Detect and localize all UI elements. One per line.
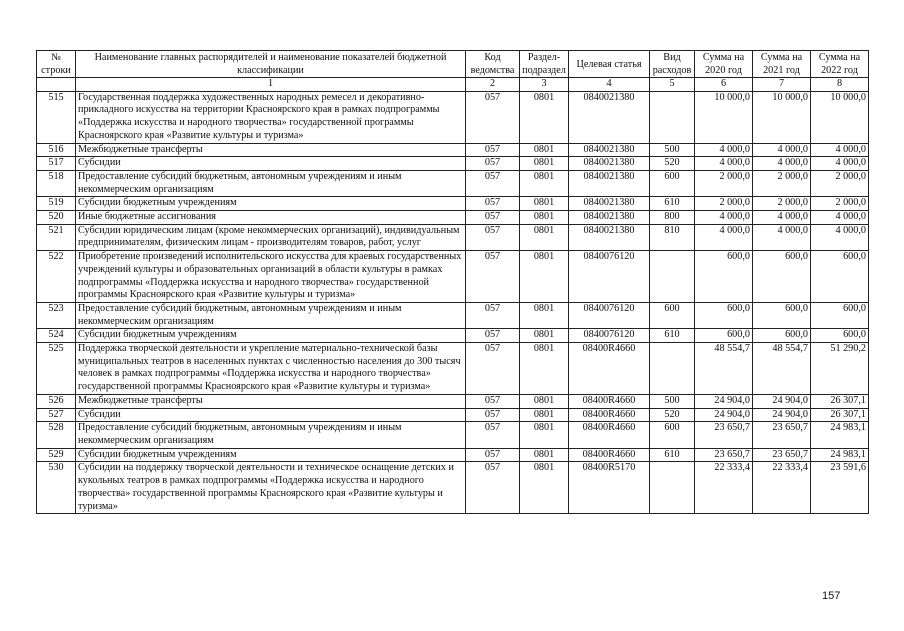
exp-type-cell: 500 (650, 394, 695, 408)
table-row (37, 211, 869, 225)
dept-code-cell: 057 (466, 302, 520, 328)
sum-2022-cell: 51 290,2 (811, 343, 869, 395)
table-body (37, 91, 869, 514)
name-cell: Субсидии (76, 408, 466, 422)
header-row (37, 51, 869, 78)
exp-type-cell (650, 343, 695, 395)
table-row (37, 302, 869, 328)
row-number-cell: 524 (37, 329, 76, 343)
row-number-cell: 520 (37, 211, 76, 225)
column-number: 3 (520, 78, 569, 92)
sum-2020-cell: 600,0 (695, 329, 753, 343)
name-cell: Предоставление субсидий бюджетным, автономным учреждениям и иным некоммерческим организациям (76, 170, 466, 196)
target-cell: 0840076120 (569, 329, 650, 343)
section-cell: 0801 (520, 394, 569, 408)
sum-2022-cell: 4 000,0 (811, 143, 869, 157)
sum-2021-cell: 600,0 (753, 251, 811, 303)
target-cell: 0840021380 (569, 211, 650, 225)
row-number-cell: 527 (37, 408, 76, 422)
exp-type-cell: 800 (650, 211, 695, 225)
exp-type-cell: 600 (650, 170, 695, 196)
table-row (37, 251, 869, 303)
target-cell: 08400R4660 (569, 422, 650, 448)
target-cell: 0840076120 (569, 302, 650, 328)
table-row (37, 329, 869, 343)
sum-2022-cell: 10 000,0 (811, 91, 869, 143)
header-target: Целевая статья (569, 51, 650, 78)
dept-code-cell: 057 (466, 462, 520, 514)
sum-2020-cell: 23 650,7 (695, 448, 753, 462)
column-number: 1 (76, 78, 466, 92)
target-cell: 0840021380 (569, 197, 650, 211)
row-number-cell: 529 (37, 448, 76, 462)
target-cell: 08400R5170 (569, 462, 650, 514)
table-row (37, 143, 869, 157)
target-cell: 0840021380 (569, 143, 650, 157)
exp-type-cell: 610 (650, 197, 695, 211)
target-cell: 08400R4660 (569, 343, 650, 395)
section-cell: 0801 (520, 251, 569, 303)
sum-2022-cell: 4 000,0 (811, 157, 869, 171)
dept-code-cell: 057 (466, 157, 520, 171)
section-cell: 0801 (520, 343, 569, 395)
name-cell: Межбюджетные трансферты (76, 143, 466, 157)
sum-2022-cell: 600,0 (811, 302, 869, 328)
table-row (37, 394, 869, 408)
sum-2022-cell: 600,0 (811, 329, 869, 343)
section-cell: 0801 (520, 143, 569, 157)
sum-2022-cell: 24 983,1 (811, 422, 869, 448)
header-sum-2020: Сумма на 2020 год (695, 51, 753, 78)
row-number-cell: 516 (37, 143, 76, 157)
sum-2021-cell: 2 000,0 (753, 197, 811, 211)
name-cell: Поддержка творческой деятельности и укрепление материально-технической базы муниципальных театров в населенных пунктах с численностью населения до 300 тысяч человек в рамках подпрограммы «Поддержка искусства и народного творчества» государственной программы Красноярского края «Развитие культуры и туризма» (76, 343, 466, 395)
name-cell: Субсидии бюджетным учреждениям (76, 448, 466, 462)
row-number-cell: 515 (37, 91, 76, 143)
sum-2021-cell: 24 904,0 (753, 394, 811, 408)
sum-2020-cell: 24 904,0 (695, 408, 753, 422)
sum-2021-cell: 48 554,7 (753, 343, 811, 395)
target-cell: 0840021380 (569, 224, 650, 250)
section-cell: 0801 (520, 211, 569, 225)
sum-2021-cell: 4 000,0 (753, 224, 811, 250)
sum-2020-cell: 4 000,0 (695, 157, 753, 171)
exp-type-cell: 610 (650, 448, 695, 462)
table-row (37, 197, 869, 211)
target-cell: 0840021380 (569, 157, 650, 171)
column-number: 8 (811, 78, 869, 92)
dept-code-cell: 057 (466, 170, 520, 196)
sum-2021-cell: 600,0 (753, 329, 811, 343)
name-cell: Субсидии бюджетным учреждениям (76, 329, 466, 343)
exp-type-cell (650, 462, 695, 514)
row-number-cell: 530 (37, 462, 76, 514)
exp-type-cell: 610 (650, 329, 695, 343)
exp-type-cell: 600 (650, 422, 695, 448)
name-cell: Предоставление субсидий бюджетным, автономным учреждениям и иным некоммерческим организациям (76, 422, 466, 448)
section-cell: 0801 (520, 462, 569, 514)
header-exp-type: Вид расходов (650, 51, 695, 78)
sum-2020-cell: 4 000,0 (695, 211, 753, 225)
sum-2022-cell: 600,0 (811, 251, 869, 303)
section-cell: 0801 (520, 422, 569, 448)
row-number-cell: 523 (37, 302, 76, 328)
name-cell: Субсидии юридическим лицам (кроме некоммерческих организаций), индивидуальным предпринимателям, физическим лицам - производителям товаров, работ, услуг (76, 224, 466, 250)
dept-code-cell: 057 (466, 197, 520, 211)
section-cell: 0801 (520, 91, 569, 143)
column-number: 2 (466, 78, 520, 92)
sum-2021-cell: 2 000,0 (753, 170, 811, 196)
sum-2022-cell: 24 983,1 (811, 448, 869, 462)
section-cell: 0801 (520, 224, 569, 250)
name-cell: Субсидии на поддержку творческой деятельности и техническое оснащение детских и кукольных театров в рамках подпрограммы «Поддержка искусства и народного творчества» государственной программы Красноярского края «Развитие культуры и туризма» (76, 462, 466, 514)
page-number: 157 (822, 590, 841, 602)
row-number-cell: 522 (37, 251, 76, 303)
exp-type-cell: 520 (650, 157, 695, 171)
section-cell: 0801 (520, 302, 569, 328)
row-number-cell: 518 (37, 170, 76, 196)
table-row (37, 448, 869, 462)
column-number: 6 (695, 78, 753, 92)
name-cell: Субсидии (76, 157, 466, 171)
sum-2021-cell: 10 000,0 (753, 91, 811, 143)
budget-table (36, 50, 869, 514)
target-cell: 08400R4660 (569, 448, 650, 462)
dept-code-cell: 057 (466, 211, 520, 225)
row-number-cell: 519 (37, 197, 76, 211)
dept-code-cell: 057 (466, 143, 520, 157)
target-cell: 0840021380 (569, 170, 650, 196)
sum-2021-cell: 4 000,0 (753, 211, 811, 225)
sum-2022-cell: 4 000,0 (811, 224, 869, 250)
sum-2021-cell: 23 650,7 (753, 422, 811, 448)
dept-code-cell: 057 (466, 329, 520, 343)
row-number-cell: 525 (37, 343, 76, 395)
sum-2020-cell: 10 000,0 (695, 91, 753, 143)
dept-code-cell: 057 (466, 408, 520, 422)
row-number-cell: 521 (37, 224, 76, 250)
sum-2020-cell: 600,0 (695, 251, 753, 303)
sum-2022-cell: 26 307,1 (811, 394, 869, 408)
name-cell: Субсидии бюджетным учреждениям (76, 197, 466, 211)
sum-2020-cell: 22 333,4 (695, 462, 753, 514)
sum-2022-cell: 26 307,1 (811, 408, 869, 422)
column-number: 4 (569, 78, 650, 92)
sum-2021-cell: 23 650,7 (753, 448, 811, 462)
row-number-cell: 517 (37, 157, 76, 171)
dept-code-cell: 057 (466, 422, 520, 448)
sum-2020-cell: 600,0 (695, 302, 753, 328)
target-cell: 08400R4660 (569, 394, 650, 408)
section-cell: 0801 (520, 157, 569, 171)
header-sum-2022: Сумма на 2022 год (811, 51, 869, 78)
section-cell: 0801 (520, 197, 569, 211)
table-row (37, 91, 869, 143)
table-row (37, 422, 869, 448)
dept-code-cell: 057 (466, 394, 520, 408)
exp-type-cell: 520 (650, 408, 695, 422)
sum-2022-cell: 4 000,0 (811, 211, 869, 225)
dept-code-cell: 057 (466, 448, 520, 462)
dept-code-cell: 057 (466, 251, 520, 303)
sum-2020-cell: 48 554,7 (695, 343, 753, 395)
header-row-no: № строки (37, 51, 76, 78)
header-section: Раздел-подраздел (520, 51, 569, 78)
table-row (37, 157, 869, 171)
sum-2020-cell: 24 904,0 (695, 394, 753, 408)
sum-2021-cell: 600,0 (753, 302, 811, 328)
name-cell: Предоставление субсидий бюджетным, автономным учреждениям и иным некоммерческим организациям (76, 302, 466, 328)
exp-type-cell (650, 251, 695, 303)
exp-type-cell (650, 91, 695, 143)
column-number: 7 (753, 78, 811, 92)
name-cell: Иные бюджетные ассигнования (76, 211, 466, 225)
table-row (37, 224, 869, 250)
header-dept-code: Код ведомства (466, 51, 520, 78)
sum-2022-cell: 2 000,0 (811, 197, 869, 211)
name-cell: Приобретение произведений исполнительского искусства для краевых государственных учреждений культуры и образовательных организаций в области культуры в рамках подпрограммы «Поддержка искусства и народного творчества» государственной программы Красноярского края «Развитие культуры и туризма» (76, 251, 466, 303)
sum-2020-cell: 4 000,0 (695, 224, 753, 250)
header-name: Наименование главных распорядителей и наименование показателей бюджетной классификации (76, 51, 466, 78)
table-row (37, 408, 869, 422)
header-sum-2021: Сумма на 2021 год (753, 51, 811, 78)
row-number-cell: 528 (37, 422, 76, 448)
sum-2021-cell: 22 333,4 (753, 462, 811, 514)
sum-2021-cell: 24 904,0 (753, 408, 811, 422)
target-cell: 0840076120 (569, 251, 650, 303)
column-number-row (37, 78, 869, 92)
column-number (37, 78, 76, 92)
section-cell: 0801 (520, 448, 569, 462)
sum-2020-cell: 4 000,0 (695, 143, 753, 157)
name-cell: Межбюджетные трансферты (76, 394, 466, 408)
sum-2020-cell: 2 000,0 (695, 197, 753, 211)
name-cell: Государственная поддержка художественных народных ремесел и декоративно-прикладного искусства на территории Красноярского края в рамках подпрограммы «Поддержка искусства и народного творчества» государственной программы Красноярского края «Развитие культуры и туризма» (76, 91, 466, 143)
row-number-cell: 526 (37, 394, 76, 408)
exp-type-cell: 600 (650, 302, 695, 328)
target-cell: 08400R4660 (569, 408, 650, 422)
table-row (37, 343, 869, 395)
section-cell: 0801 (520, 170, 569, 196)
table-row (37, 462, 869, 514)
exp-type-cell: 810 (650, 224, 695, 250)
sum-2022-cell: 2 000,0 (811, 170, 869, 196)
column-number: 5 (650, 78, 695, 92)
dept-code-cell: 057 (466, 91, 520, 143)
sum-2022-cell: 23 591,6 (811, 462, 869, 514)
sum-2021-cell: 4 000,0 (753, 157, 811, 171)
exp-type-cell: 500 (650, 143, 695, 157)
section-cell: 0801 (520, 408, 569, 422)
sum-2020-cell: 2 000,0 (695, 170, 753, 196)
dept-code-cell: 057 (466, 224, 520, 250)
sum-2020-cell: 23 650,7 (695, 422, 753, 448)
section-cell: 0801 (520, 329, 569, 343)
sum-2021-cell: 4 000,0 (753, 143, 811, 157)
target-cell: 0840021380 (569, 91, 650, 143)
table-row (37, 170, 869, 196)
dept-code-cell: 057 (466, 343, 520, 395)
